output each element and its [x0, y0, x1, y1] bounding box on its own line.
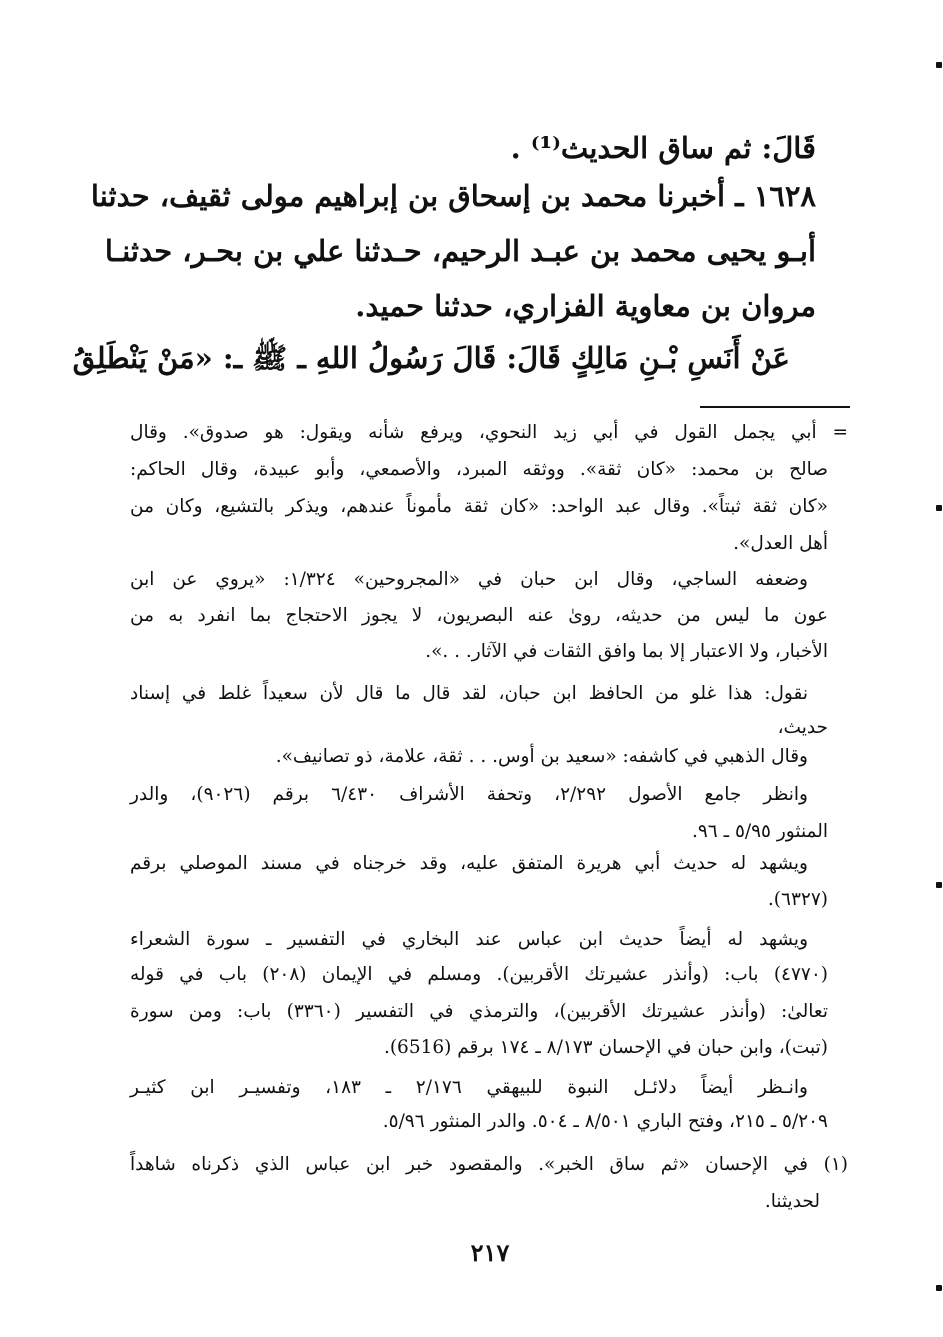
footnote-separator: [700, 406, 850, 408]
footnote-line: ويشهد له حديث أبي هريرة المتفق عليه، وقد خرجناه في مسند الموصلي برقم: [130, 853, 808, 874]
footnote-line: ٥/٢٠٩ ـ ٢١٥، وفتح الباري ٨/٥٠١ ـ ٥٠٤. والدر المنثور ٥/٩٦.: [382, 1111, 828, 1132]
footnote-line: وضعفه الساجي، وقال ابن حبان في «المجروحين» ١/٣٢٤: «يروي عن ابن: [130, 569, 808, 590]
footnote-line: «كان ثقة ثبتاً». وقال عبد الواحد: «كان ثقة مأموناً عندهم، ويذكر بالتشيع، وكان من: [130, 496, 828, 517]
main-line-1: قَالَ: ثم ساق الحديث⁽¹⁾ .: [510, 131, 816, 165]
footnote-line: حديث،: [777, 717, 828, 738]
footnote-line: (٦٣٢٧).: [767, 889, 828, 910]
footnote-line: = أبي يجمل القول في أبي زيد النحوي، ويرفع شأنه ويقول: هو صدوق». وقال: [130, 422, 848, 443]
footnote-line: تعالىٰ: (وأنذر عشيرتك الأقربين)، والترمذي في التفسير (٣٣٦٠) باب: ومن سورة: [130, 1001, 828, 1022]
scan-mark: [936, 1285, 942, 1291]
footnote-line: المنثور ٥/٩٥ ـ ٩٦.: [691, 821, 828, 842]
main-line-2: ١٦٢٨ ـ أخبرنا محمد بن إسحاق بن إبراهيم مولى ثقيف، حدثنا: [90, 179, 816, 213]
footnote-line: وقال الذهبي في كاشفه: «سعيد بن أوس. . . ثقة، علامة، ذو تصانيف».: [275, 746, 808, 767]
scan-mark: [936, 882, 942, 888]
footnote-line: أهل العدل».: [733, 533, 828, 554]
footnote-1: (١) في الإحسان «ثم ساق الخبر». والمقصود خبر ابن عباس الذي ذكرناه شاهداً: [130, 1154, 848, 1175]
footnote-line: نقول: هذا غلو من الحافظ ابن حبان، لقد قال ما قال لأن سعيداً غلط في إسناد: [130, 683, 808, 704]
main-line-5-hadith: عَنْ أَنَسِ بْـنِ مَالِكٍ قَالَ: قَالَ رَسُولُ اللهِ ـ ﷺ ـ: «مَنْ يَنْطَلِقُ: [72, 341, 790, 375]
footnote-line: (تبت)، وابن حبان في الإحسان ٨/١٧٣ ـ ١٧٤ برقم (6516).: [383, 1037, 828, 1058]
footnote-line: وانظر جامع الأصول ٢/٢٩٢، وتحفة الأشراف ٦/٤٣٠ برقم (٩٠٢٦)، والدر: [130, 784, 808, 805]
footnote-line: عون ما ليس من حديثه، روىٰ عنه البصريون، لا يجوز الاحتجاج بما انفرد به من: [130, 605, 828, 626]
main-line-4: مروان بن معاوية الفزاري، حدثنا حميد.: [355, 289, 816, 323]
page-number: ٢١٧: [470, 1238, 510, 1267]
footnote-line: ويشهد له أيضاً حديث ابن عباس عند البخاري في التفسير ـ سورة الشعراء: [130, 929, 808, 950]
scan-mark: [936, 505, 942, 511]
footnote-line: الأخبار، ولا الاعتبار إلا بما وافق الثقات في الآثار. . .».: [425, 641, 828, 662]
scan-mark: [936, 62, 942, 68]
main-line-3: أبـو يحيى محمد بن عبـد الرحيم، حـدثنا علي بن بحـر، حدثنـا: [104, 234, 816, 268]
footnote-line: (٤٧٧٠) باب: (وأنذر عشيرتك الأقربين). ومسلم في الإيمان (٢٠٨) باب في قوله: [130, 964, 829, 985]
footnote-line: لحديثنا.: [764, 1191, 820, 1212]
footnote-line: وانـظر أيضاً دلائـل النبوة للبيهقي ٢/١٧٦ ـ ١٨٣، وتفسيـر ابن كثيـر: [130, 1077, 808, 1098]
footnote-line: صالح بن محمد: «كان ثقة». ووثقه المبرد، والأصمعي، وأبو عبيدة، وقال الحاكم:: [130, 459, 828, 480]
